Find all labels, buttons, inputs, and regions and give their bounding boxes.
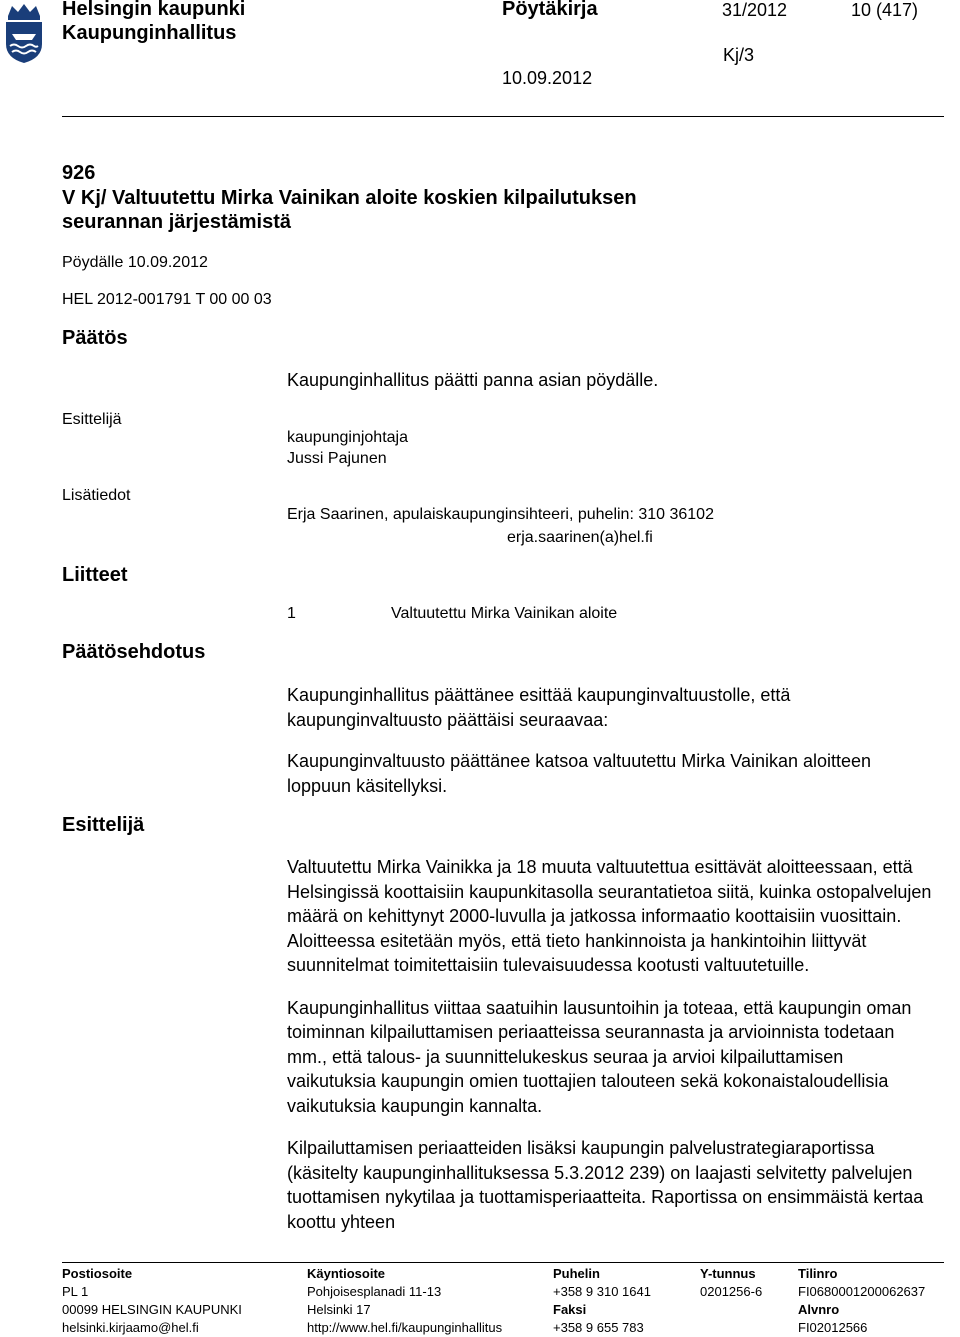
page-number: 10 (417) — [851, 0, 919, 20]
footer-account — [798, 1265, 925, 1337]
attachments-heading: Liitteet — [62, 564, 128, 586]
presenter-label: Esittelijä — [62, 411, 122, 428]
footer-vat-label: Alvnro — [798, 1302, 840, 1317]
footer-vat-value: FI02012566 — [798, 1320, 868, 1335]
presenter-paragraph-3: Kilpailuttamisen periaatteiden lisäksi kaupungin palvelustrategiaraportissa (käsitelty kaupunginhallituksessa 5.3.2012 239) on laajasti selvitetty palvelujen tuottamisen nykytilaa ja tuottamisperiaatteita. Raportissa on ensimmäistä kertaa koottu yhteen — [287, 1138, 924, 1232]
attachment-number: 1 — [287, 605, 296, 622]
footer-fax-number: +358 9 655 783 — [553, 1320, 644, 1335]
section-code: Kj/3 — [723, 45, 755, 65]
doc-type: Pöytäkirja — [502, 0, 598, 20]
presenter-section-text — [287, 855, 937, 1234]
decision-heading: Päätös — [62, 327, 128, 349]
meeting-date: 10.09.2012 — [502, 68, 593, 88]
reference-number: HEL 2012-001791 T 00 00 03 — [62, 291, 272, 308]
footer-ytunnus-label: Y-tunnus — [700, 1266, 756, 1281]
item-number: 926 — [62, 162, 96, 184]
doc-number: 31/2012 — [722, 0, 788, 20]
decision-text: Kaupunginhallitus päätti panna asian pöydälle. — [287, 370, 659, 390]
presenter-paragraph-2: Kaupunginhallitus viittaa saatuihin lausuntoihin ja toteaa, että kaupungin oman toiminnan kilpailuttamisen periaatteissa seurannasta ja arvioinnista todetaan mm., että talous- ja suunnittelukeskus seuraa ja arvioi kilpailuttamisen vaikutuksia kaupungin omien tuottajien talouteen sekä kokonaistaloudellisia vaikutuksia kaupungin kannalta. — [287, 997, 912, 1116]
footer-visit-city: Helsinki 17 — [307, 1302, 371, 1317]
footer-visit-url[interactable]: http://www.hel.fi/kaupunginhallitus — [307, 1320, 503, 1335]
footer-postal — [62, 1265, 242, 1337]
header-divider — [62, 116, 944, 117]
tabled-date: Pöydälle 10.09.2012 — [62, 254, 208, 271]
info-contact: Erja Saarinen, apulaiskaupunginsihteeri, puhelin: 310 36102 — [287, 506, 714, 523]
helsinki-coat-of-arms-logo — [2, 2, 46, 64]
footer-ytunnus-value: 0201256-6 — [700, 1284, 763, 1299]
presenter-title: kaupunginjohtaja — [287, 429, 408, 446]
org-name: Helsingin kaupunki — [62, 0, 246, 20]
footer-fax-label: Faksi — [553, 1302, 587, 1317]
info-label: Lisätiedot — [62, 487, 131, 504]
footer-account-label: Tilinro — [798, 1266, 838, 1281]
attachment-link[interactable]: Valtuutettu Mirka Vainikan aloite — [391, 605, 618, 622]
presenter-name: Jussi Pajunen — [287, 450, 387, 467]
proposal-text — [287, 683, 937, 798]
footer-postal-email[interactable]: helsinki.kirjaamo@hel.fi — [62, 1320, 199, 1335]
proposal-heading: Päätösehdotus — [62, 641, 206, 663]
info-email: erja.saarinen(a)hel.fi — [507, 529, 653, 546]
footer-postal-box: PL 1 — [62, 1284, 89, 1299]
footer-phone-label: Puhelin — [553, 1266, 600, 1281]
presenter-section-heading: Esittelijä — [62, 814, 145, 836]
footer-phone-number: +358 9 310 1641 — [553, 1284, 651, 1299]
footer-postal-city: 00099 HELSINGIN KAUPUNKI — [62, 1302, 242, 1317]
proposal-paragraph-2: Kaupunginvaltuusto päättänee katsoa valtuutettu Mirka Vainikan aloitteen loppuun käsitellyksi. — [287, 751, 872, 796]
item-title-line-1: V Kj/ Valtuutettu Mirka Vainikan aloite koskien kilpailutuksen — [62, 187, 637, 209]
footer-visit-street: Pohjoisesplanadi 11-13 — [307, 1284, 442, 1299]
footer-ytunnus — [700, 1265, 762, 1301]
footer-visit — [307, 1265, 502, 1337]
footer-phone — [553, 1265, 651, 1337]
footer-postal-label: Postiosoite — [62, 1266, 133, 1281]
footer-visit-label: Käyntiosoite — [307, 1266, 386, 1281]
item-title-line-2: seurannan järjestämistä — [62, 211, 291, 233]
body-name: Kaupunginhallitus — [62, 22, 237, 44]
footer-account-value: FI0680001200062637 — [798, 1284, 926, 1299]
footer-divider — [62, 1262, 944, 1263]
proposal-paragraph-1: Kaupunginhallitus päättänee esittää kaupunginvaltuustolle, että kaupunginvaltuusto päättäisi seuraavaa: — [287, 685, 791, 730]
presenter-paragraph-1: Valtuutettu Mirka Vainikka ja 18 muuta valtuutettua esittävät aloitteessaan, että Helsingissä koottaisiin kaupunkitasolla seurantatietoa siitä, kuinka ostopalvelujen määrä on kehittynyt 2000-luvulla ja jatkossa informaatio koottaisiin vuosittain. Aloitteessa esitetään myös, että tieto hankinnoista ja hankintoihin liittyvät suunnitelmat toimitettaisiin tulevaisuudessa kootusti valtuutetuille. — [287, 857, 932, 975]
